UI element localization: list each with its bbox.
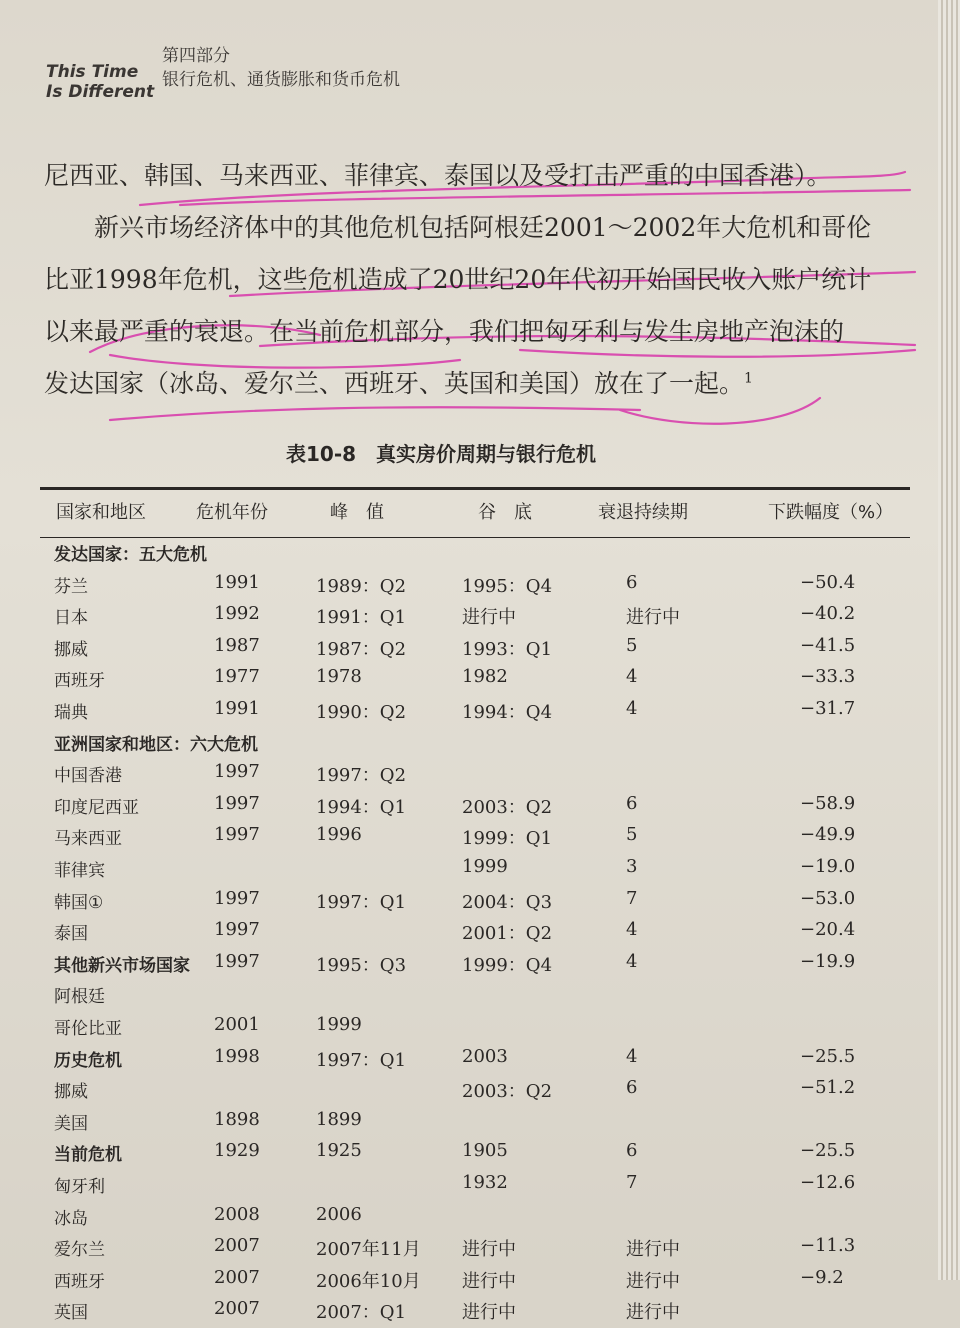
region-cell: 西班牙: [54, 671, 105, 692]
peak-cell: 2006: [316, 1203, 362, 1225]
book-title: This Time Is Different: [46, 62, 155, 102]
part-number: 第四部分: [162, 46, 230, 66]
col-header-trough: 谷 底: [478, 502, 532, 523]
table-row: [0, 1298, 960, 1328]
drop-cell: −58.9: [800, 792, 856, 814]
trough-cell: 进行中: [462, 607, 516, 629]
region-cell: 阿根廷: [54, 987, 105, 1008]
dur-cell: 进行中: [626, 1302, 680, 1324]
table-row: [0, 1204, 960, 1234]
body-line-1: 尼西亚、韩国、马来西亚、菲律宾、泰国以及受打击严重的中国香港）。: [44, 161, 832, 190]
peak-cell: 1996: [316, 824, 362, 846]
body-line-5: [44, 358, 924, 410]
table-row: [0, 572, 960, 602]
table-group-row: [0, 730, 960, 760]
region-cell: 瑞典: [54, 703, 88, 723]
table-row: [0, 761, 960, 791]
peak-cell: 1991：Q1: [316, 607, 407, 629]
dur-cell: 6: [626, 1077, 638, 1099]
table-group-row: [0, 1140, 960, 1170]
group-label: 发达国家：五大危机: [54, 545, 207, 565]
table-top-rule: [40, 487, 910, 490]
region-cell: 英国: [54, 1303, 88, 1324]
region-cell: 印度尼西亚: [54, 797, 139, 818]
year-cell: 2007: [214, 1266, 260, 1288]
region-cell: 爱尔兰: [54, 1240, 105, 1261]
trough-cell: 1993：Q1: [462, 638, 553, 660]
dur-cell: 4: [626, 698, 638, 719]
drop-cell: −11.3: [800, 1235, 856, 1257]
table-row: [0, 635, 960, 665]
year-cell: 1987: [214, 634, 260, 656]
table-row: [0, 919, 960, 949]
table-row: [0, 1014, 960, 1044]
dur-cell: 5: [626, 824, 638, 846]
dur-cell: 7: [626, 1172, 638, 1193]
peak-cell: 2007年11月: [316, 1239, 421, 1261]
col-header-decline: 下跌幅度（%）: [768, 502, 894, 523]
trough-cell: 2003: [462, 1045, 508, 1067]
drop-cell: −51.2: [800, 1077, 856, 1099]
col-header-region: 国家和地区: [56, 502, 146, 523]
peak-cell: 1994：Q1: [316, 796, 407, 818]
col-header-year: 危机年份: [196, 502, 268, 523]
body-text: [44, 150, 924, 410]
section-label: [162, 44, 400, 92]
group-label: 亚洲国家和地区：六大危机: [54, 734, 258, 755]
dur-cell: 4: [626, 666, 638, 688]
region-cell: 匈牙利: [54, 1177, 105, 1197]
dur-cell: 6: [626, 792, 638, 814]
year-cell: 2001: [214, 1014, 260, 1035]
trough-cell: 2003：Q2: [462, 1081, 553, 1103]
region-cell: 冰岛: [54, 1208, 88, 1229]
table-row: [0, 824, 960, 854]
region-cell: 日本: [54, 608, 88, 629]
region-cell: 菲律宾: [54, 861, 105, 881]
running-head: [46, 62, 156, 102]
trough-cell: 1932: [462, 1172, 508, 1193]
drop-cell: −50.4: [800, 571, 856, 593]
table-row: [0, 856, 960, 886]
trough-cell: 进行中: [462, 1270, 516, 1292]
dur-cell: 7: [626, 887, 638, 909]
table-row: [0, 1235, 960, 1265]
peak-cell: 1995：Q3: [316, 954, 407, 976]
region-cell: 芬兰: [54, 576, 88, 597]
drop-cell: −12.6: [800, 1172, 856, 1193]
trough-cell: 进行中: [462, 1302, 516, 1324]
peak-cell: 1987：Q2: [316, 638, 407, 660]
peak-cell: 2007：Q1: [316, 1302, 407, 1324]
body-line-2: 新兴市场经济体中的其他危机包括阿根廷2001～2002年大危机和哥伦: [94, 213, 872, 242]
table-header: [0, 498, 960, 530]
year-cell: 1997: [214, 887, 260, 909]
drop-cell: −25.5: [800, 1045, 856, 1067]
trough-cell: 1995：Q4: [462, 575, 553, 597]
table-row: [0, 666, 960, 696]
region-cell: 中国香港: [54, 766, 122, 787]
year-cell: 2007: [214, 1235, 260, 1257]
part-title: 银行危机、通货膨胀和货币危机: [162, 70, 400, 90]
dur-cell: 进行中: [626, 607, 680, 629]
group-label: 其他新兴市场国家: [54, 955, 190, 976]
peak-cell: 1990：Q2: [316, 702, 407, 723]
year-cell: 1898: [214, 1108, 260, 1130]
trough-cell: 1999：Q1: [462, 828, 553, 850]
table-group-row: [0, 1046, 960, 1076]
trough-cell: 1994：Q4: [462, 702, 553, 723]
col-header-duration: 衰退持续期: [598, 502, 688, 523]
peak-cell: 1899: [316, 1108, 362, 1130]
year-cell: 2008: [214, 1203, 260, 1225]
peak-cell: 2006年10月: [316, 1270, 421, 1292]
region-cell: 挪威: [54, 639, 88, 660]
peak-cell: 1989：Q2: [316, 575, 407, 597]
group-label: 历史危机: [54, 1050, 122, 1071]
peak-cell: 1997：Q1: [316, 1049, 407, 1071]
trough-cell: 进行中: [462, 1239, 516, 1261]
region-cell: 马来西亚: [54, 829, 122, 850]
dur-cell: 6: [626, 571, 638, 593]
drop-cell: −20.4: [800, 919, 856, 941]
table-row: [0, 888, 960, 918]
region-cell: 西班牙: [54, 1271, 105, 1292]
year-cell: 1997: [214, 792, 260, 814]
table-row: [0, 1109, 960, 1139]
col-header-peak: 峰 值: [330, 502, 384, 523]
dur-cell: 3: [626, 856, 638, 877]
peak-cell: 1925: [316, 1140, 362, 1162]
drop-cell: −33.3: [800, 666, 856, 688]
trough-cell: 1982: [462, 666, 508, 688]
table-row: [0, 603, 960, 633]
peak-cell: 1997：Q1: [316, 891, 407, 913]
year-cell: 1991: [214, 698, 260, 719]
table-row: [0, 982, 960, 1012]
region-cell: 挪威: [54, 1082, 88, 1103]
peak-cell: 1997：Q2: [316, 765, 407, 787]
region-cell: 泰国: [54, 924, 88, 945]
year-cell: 1997: [214, 824, 260, 846]
year-cell: 1998: [214, 1045, 260, 1067]
year-cell: 1997: [214, 919, 260, 941]
year-cell: 1977: [214, 666, 260, 688]
trough-cell: 2003：Q2: [462, 796, 553, 818]
dur-cell: 5: [626, 634, 638, 656]
trough-cell: 1999：Q4: [462, 954, 553, 976]
peak-cell: 1978: [316, 666, 362, 688]
table-title: 表10-8 真实房价周期与银行危机: [286, 442, 597, 466]
region-cell: 哥伦比亚: [54, 1019, 122, 1039]
table-header-rule: [40, 537, 910, 538]
group-label: 当前危机: [54, 1145, 122, 1166]
drop-cell: −25.5: [800, 1140, 856, 1162]
dur-cell: 4: [626, 919, 638, 941]
year-cell: 1929: [214, 1140, 260, 1162]
region-cell: 韩国①: [54, 892, 104, 913]
trough-cell: 1905: [462, 1140, 508, 1162]
table-row: [0, 1267, 960, 1297]
peak-cell: 1999: [316, 1014, 362, 1035]
year-cell: 1992: [214, 603, 260, 625]
trough-cell: 1999: [462, 856, 508, 877]
table-group-row: [0, 951, 960, 981]
drop-cell: −40.2: [800, 603, 856, 625]
drop-cell: −41.5: [800, 634, 856, 656]
table-group-row: [0, 540, 960, 570]
drop-cell: −19.0: [800, 856, 856, 877]
trough-cell: 2004：Q3: [462, 891, 553, 913]
drop-cell: −9.2: [800, 1266, 844, 1288]
year-cell: 1997: [214, 761, 260, 783]
region-cell: 美国: [54, 1113, 88, 1134]
dur-cell: 6: [626, 1140, 638, 1162]
table-row: [0, 698, 960, 728]
table-row: [0, 1172, 960, 1202]
table-row: [0, 1077, 960, 1107]
year-cell: 1991: [214, 571, 260, 593]
dur-cell: 4: [626, 1045, 638, 1067]
body-line-3: 比亚1998年危机，这些危机造成了20世纪20年代初开始国民收入账户统计: [44, 265, 872, 294]
trough-cell: 2001：Q2: [462, 923, 553, 945]
drop-cell: −19.9: [800, 950, 856, 972]
drop-cell: −31.7: [800, 698, 856, 719]
footnote-marker: 1: [744, 370, 753, 387]
body-line-4: 以来最严重的衰退。在当前危机部分，我们把匈牙利与发生房地产泡沫的: [44, 317, 845, 346]
drop-cell: −53.0: [800, 887, 856, 909]
table-row: [0, 793, 960, 823]
dur-cell: 进行中: [626, 1270, 680, 1292]
dur-cell: 4: [626, 950, 638, 972]
drop-cell: −49.9: [800, 824, 856, 846]
year-cell: 1997: [214, 950, 260, 972]
body-line-5-text: 发达国家（冰岛、爱尔兰、西班牙、英国和美国）放在了一起。: [44, 369, 745, 398]
year-cell: 2007: [214, 1298, 260, 1320]
dur-cell: 进行中: [626, 1239, 680, 1261]
